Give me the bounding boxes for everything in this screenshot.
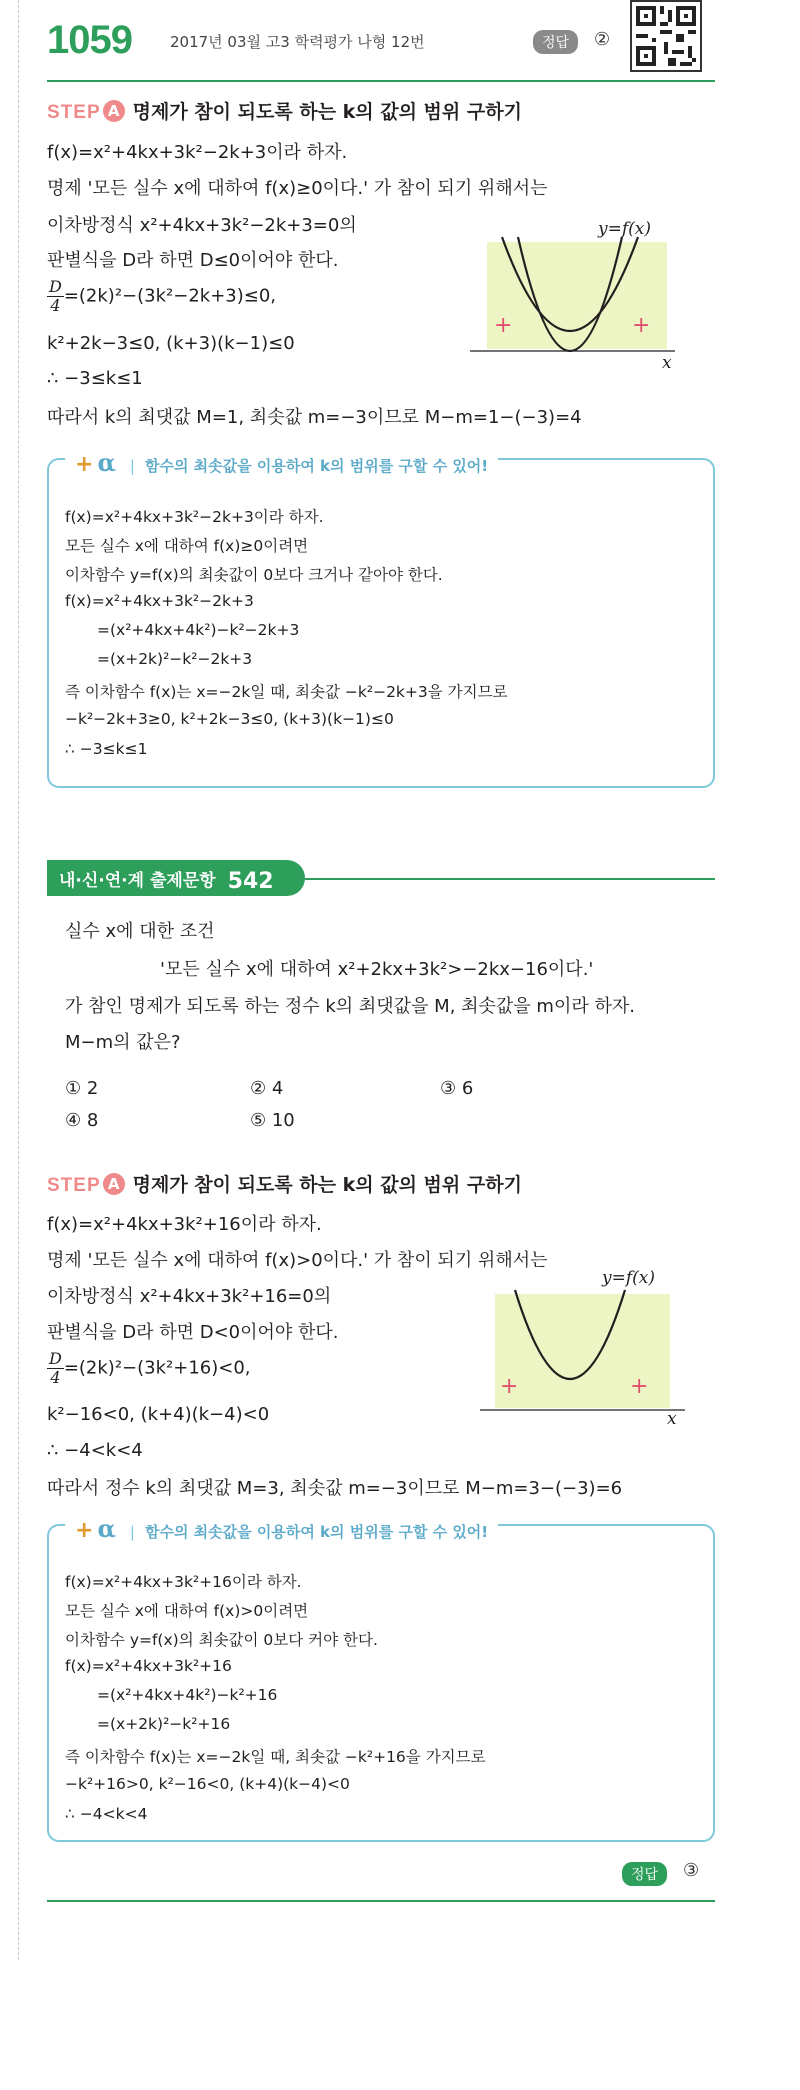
parabola-curves [470,225,680,380]
alpha-line: f(x)=x²+4kx+3k²−2k+3 [65,592,254,610]
graph-plus-sign: + [500,1374,519,1399]
solution-line: 이차방정식 x²+4kx+3k²−2k+3=0의 [47,215,357,236]
alpha-line: f(x)=x²+4kx+3k²−2k+3이라 하자. [65,508,324,526]
choice-2[interactable]: ② 4 [250,1078,284,1099]
choice-3[interactable]: ③ 6 [440,1078,474,1099]
alpha-line: ∴ −3≤k≤1 [65,740,148,758]
step-heading: STEP A 명제가 참이 되도록 하는 k의 값의 범위 구하기 [47,1174,522,1196]
solution-line: 명제 '모든 실수 x에 대하여 f(x)≥0이다.' 가 참이 되기 위해서는 [47,178,548,199]
solution-line: 판별식을 D라 하면 D<0이어야 한다. [47,1322,339,1343]
footer-rule [47,1900,715,1902]
alpha-line: ∴ −4<k<4 [65,1805,148,1823]
answer-badge: 정답 [533,30,578,54]
choice-1[interactable]: ① 2 [65,1078,99,1099]
step-letter-badge: A [103,100,125,122]
parabola-graph [470,219,680,380]
graph-plus-sign: + [630,1374,649,1399]
alpha-line: f(x)=x²+4kx+3k²+16이라 하자. [65,1573,302,1591]
solution-line: $\frac{D}{4}$ =(2k)²−(3k²+16)<0, [49,1349,251,1387]
solution-line: 이차방정식 x²+4kx+3k²+16=0의 [47,1286,332,1307]
solution-line: 명제 '모든 실수 x에 대하여 f(x)>0이다.' 가 참이 되기 위해서는 [47,1250,548,1271]
alpha-icon: α [97,448,116,477]
question-line: 실수 x에 대한 조건 [65,921,215,942]
alpha-box-title: 함수의 최솟값을 이용하여 k의 범위를 구할 수 있어! [144,457,489,475]
alpha-box-heading: + α | 함수의 최솟값을 이용하여 k의 범위를 구할 수 있어! [65,1514,498,1543]
graph-plus-sign: + [632,313,651,338]
choice-4[interactable]: ④ 8 [65,1110,99,1131]
answer-badge: 정답 [622,1862,667,1886]
page-margin-line [18,0,19,1960]
alpha-line: =(x²+4kx+4k²)−k²+16 [97,1686,278,1704]
choice-5[interactable]: ⑤ 10 [250,1110,295,1131]
header-rule [47,80,715,82]
solution-line: k²−16<0, (k+4)(k−4)<0 [47,1404,270,1425]
alpha-line: 모든 실수 x에 대하여 f(x)≥0이려면 [65,537,309,555]
alpha-box-heading: + α | 함수의 최솟값을 이용하여 k의 범위를 구할 수 있어! [65,448,498,477]
graph-y-label: y=f(x) [602,1268,655,1288]
alpha-line: 즉 이차함수 f(x)는 x=−2k일 때, 최솟값 −k²+16을 가지므로 [65,1748,486,1766]
qr-code-icon [632,2,700,70]
solution-line: f(x)=x²+4kx+3k²−2k+3이라 하자. [47,142,348,163]
step-title: 명제가 참이 되도록 하는 k의 값의 범위 구하기 [132,1174,522,1196]
graph-x-label: x [667,1409,677,1429]
parabola-graph [480,1268,690,1438]
fraction: $\frac{D}{4}$ [49,277,62,315]
answer-value: ② [594,29,611,50]
problem-number: 1059 [47,18,132,62]
solution-line: 따라서 k의 최댓값 M=1, 최솟값 m=−3이므로 M−m=1−(−3)=4 [47,407,582,428]
parabola-curve [480,1268,690,1438]
solution-line: ∴ −4<k<4 [47,1440,143,1461]
solution-line: 따라서 정수 k의 최댓값 M=3, 최솟값 m=−3이므로 M−m=3−(−3)=6 [47,1478,623,1499]
alpha-line: −k²−2k+3≥0, k²+2k−3≤0, (k+3)(k−1)≤0 [65,710,394,728]
question-line: 가 참인 명제가 되도록 하는 정수 k의 최댓값을 M, 최솟값을 m이라 하자. [65,996,635,1017]
alpha-line: 즉 이차함수 f(x)는 x=−2k일 때, 최솟값 −k²−2k+3을 가지므로 [65,683,508,701]
graph-x-label: x [662,353,672,373]
alpha-line: 이차함수 y=f(x)의 최솟값이 0보다 크거나 같아야 한다. [65,566,443,584]
linked-problem-tag: 내·신·연·계 출제문항 542 [47,860,305,896]
solution-line: f(x)=x²+4kx+3k²+16이라 하자. [47,1214,322,1235]
qr-code[interactable] [630,0,702,72]
alpha-line: 이차함수 y=f(x)의 최솟값이 0보다 커야 한다. [65,1631,378,1649]
question-line: M−m의 값은? [65,1032,181,1053]
alpha-line: −k²+16>0, k²−16<0, (k+4)(k−4)<0 [65,1775,350,1793]
step-letter-badge: A [103,1173,125,1195]
alpha-line: =(x²+4kx+4k²)−k²−2k+3 [97,621,300,639]
fraction: $\frac{D}{4}$ [49,1349,62,1387]
alpha-line: f(x)=x²+4kx+3k²+16 [65,1657,232,1675]
alpha-line: =(x+2k)²−k²+16 [97,1715,231,1733]
solution-line: ∴ −3≤k≤1 [47,368,143,389]
solution-line: 판별식을 D라 하면 D≤0이어야 한다. [47,250,339,271]
alpha-icon: α [97,1514,116,1543]
question-condition: '모든 실수 x에 대하여 x²+2kx+3k²>−2kx−16이다.' [160,959,594,980]
alpha-line: =(x+2k)²−k²−2k+3 [97,650,253,668]
solution-line: k²+2k−3≤0, (k+3)(k−1)≤0 [47,333,295,354]
answer-value: ③ [683,1860,700,1881]
linked-rule [305,878,715,880]
step-title: 명제가 참이 되도록 하는 k의 값의 범위 구하기 [132,101,522,123]
graph-plus-sign: + [494,313,513,338]
graph-y-label: y=f(x) [598,219,651,239]
step-heading: STEP A 명제가 참이 되도록 하는 k의 값의 범위 구하기 [47,101,522,123]
alpha-box-title: 함수의 최솟값을 이용하여 k의 범위를 구할 수 있어! [144,1523,489,1541]
problem-source: 2017년 03월 고3 학력평가 나형 12번 [170,33,425,51]
alpha-line: 모든 실수 x에 대하여 f(x)>0이려면 [65,1602,309,1620]
solution-line: $\frac{D}{4}$ =(2k)²−(3k²−2k+3)≤0, [49,277,277,315]
linked-problem-number: 542 [227,869,274,894]
